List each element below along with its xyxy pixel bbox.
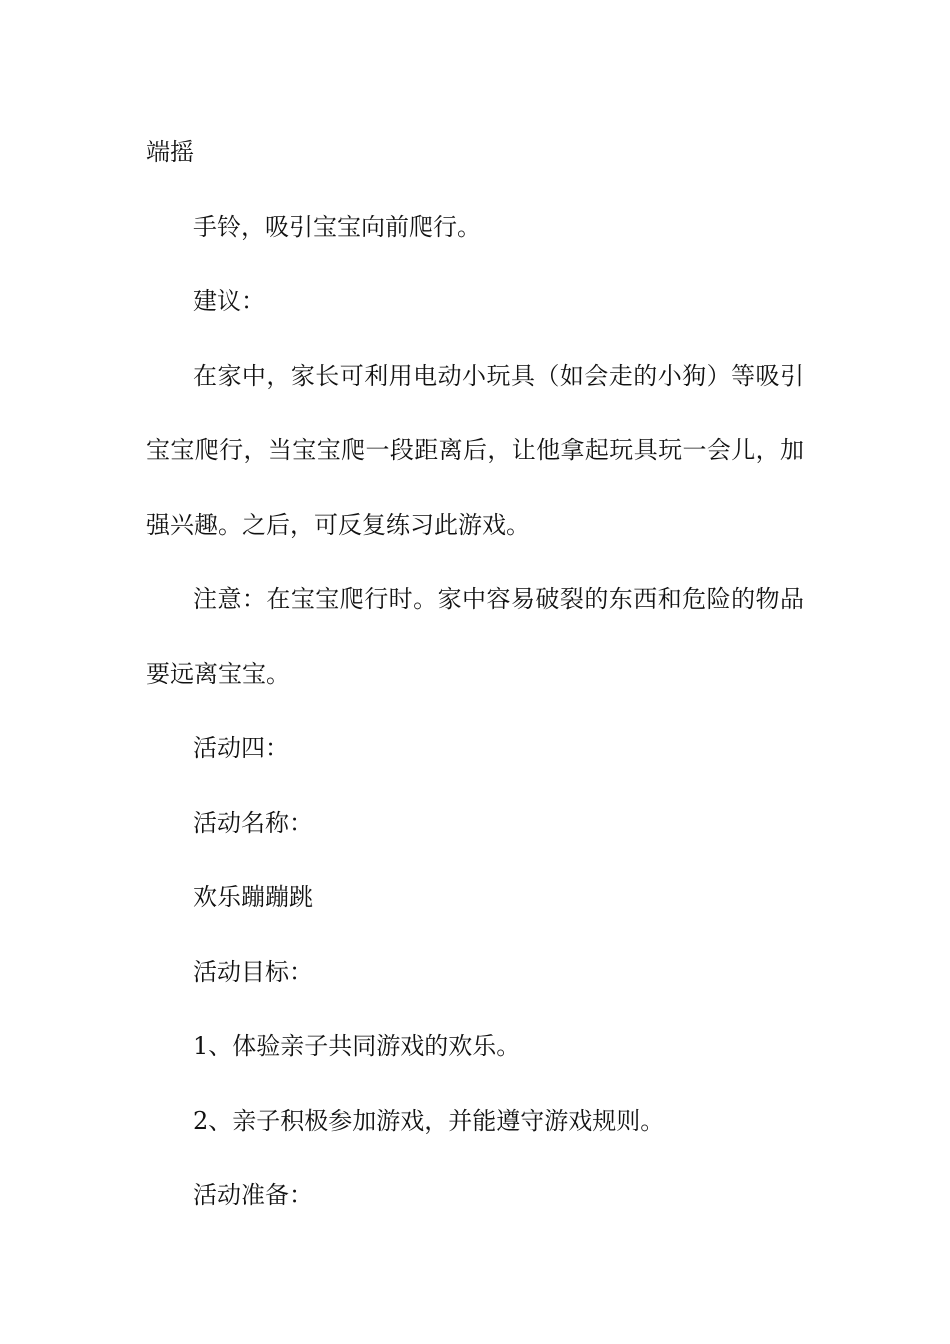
goal-item-2: 2、亲子积极参加游戏，并能遵守游戏规则。 — [193, 1107, 665, 1135]
heading-suggestion: 建议： — [193, 287, 265, 315]
goal-item-1: 1、体验亲子共同游戏的欢乐。 — [193, 1032, 521, 1060]
paragraph-caution-line-1: 注意：在宝宝爬行时。家中容易破裂的东西和危险的物品 — [193, 585, 804, 613]
paragraph-suggestion-line-2: 宝宝爬行，当宝宝爬一段距离后，让他拿起玩具玩一会儿，加 — [146, 436, 804, 464]
text-line-bell-attract: 手铃，吸引宝宝向前爬行。 — [193, 213, 481, 241]
paragraph-suggestion-line-1: 在家中，家长可利用电动小玩具（如会走的小狗）等吸引 — [193, 362, 804, 390]
paragraph-suggestion-line-3: 强兴趣。之后，可反复练习此游戏。 — [146, 511, 530, 539]
activity-name-value: 欢乐蹦蹦跳 — [193, 883, 313, 911]
text-line-fragment: 端摇 — [146, 138, 194, 166]
heading-activity-preparation: 活动准备： — [193, 1181, 313, 1209]
paragraph-caution-line-2: 要远离宝宝。 — [146, 660, 290, 688]
heading-activity-name: 活动名称： — [193, 809, 313, 837]
heading-activity-four: 活动四： — [193, 734, 289, 762]
heading-activity-goals: 活动目标： — [193, 958, 313, 986]
